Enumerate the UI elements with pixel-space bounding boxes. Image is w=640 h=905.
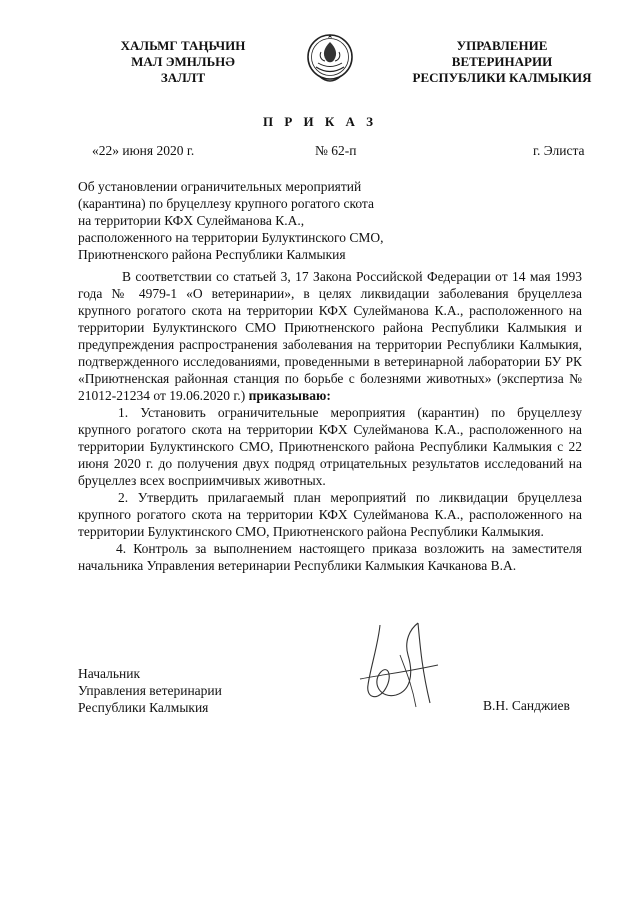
signatory-title-line: Начальник [78,666,141,681]
document-body [78,268,582,574]
handwritten-signature-icon [340,615,460,715]
document-city: г. Элиста [533,143,585,158]
order-item-1: 1. Установить ограничительные мероприятия (карантин) по бруцеллезу крупного рогатого скота на территории КФХ Сулейманова К.А., расположенного на территории Булуктинского СМО, Приютненского района Республики Калмыкия с 22 июня 2020 г. до получения двух подряд отрицательных результатов исследований на бруцеллез всех восприимчивых животных. [78,405,582,488]
header-right-line: УПРАВЛЕНИЕ [456,38,548,53]
document-subject [78,178,383,263]
document-number: № 62-п [315,143,357,158]
header-right-org [392,38,612,86]
kalmykia-emblem-icon [305,30,355,88]
preamble-text: В соответствии со статьей 3, 17 Закона Российской Федерации от 14 мая 1993 года № 4979-1 «О ветеринарии», в целях ликвидации заболевания бруцеллеза крупного рогатого скота на территории КФХ Сулейманова К.А., расположенного на территории Булуктинского СМО Приютненского района Республики Калмыкия и предупреждения распространения заболевания на территории Республики Калмыкия, подтвержденного исследованиями, проведенными в ветеринарной лаборатории БУ РК «Приютненская районная станция по борьбе с болезнями животных» (экспертиза № 21012-21234 от 19.06.2020 г.) [78,269,582,403]
header-left-line: МАЛ ЭМНЛЬНӘ [131,54,235,69]
header-right-line: ВЕТЕРИНАРИИ [451,54,553,69]
signatory-title-line: Управления ветеринарии [78,683,222,698]
signatory-name: В.Н. Санджиев [483,698,570,713]
subject-line: на территории КФХ Сулейманова К.А., [78,213,305,228]
subject-line: Приютненского района Республики Калмыкия [78,247,346,262]
order-item-4: 4. Контроль за выполнением настоящего приказа возложить на заместителя начальника Управления ветеринарии Республики Калмыкия Качканова В.А. [78,541,582,573]
document-title: П Р И К А З [262,114,378,129]
header-left-line: ЗАЛЛТ [160,70,206,85]
order-word: приказываю: [248,388,331,403]
subject-line: Об установлении ограничительных мероприятий [78,179,362,194]
header-left-org [118,38,248,86]
signatory-title-line: Республики Калмыкия [78,700,209,715]
header-left-line: ХАЛЬМГ ТАҢЬЧИН [120,38,246,53]
subject-line: (карантина) по бруцеллезу крупного рогатого скота [78,196,374,211]
order-item-2: 2. Утвердить прилагаемый план мероприятий по ликвидации бруцеллеза крупного рогатого скота на территории КФХ Сулейманова К.А., расположенного на территории Булуктинского СМО, Приютненского района Республики Калмыкия. [78,490,582,539]
subject-line: расположенного на территории Булуктинского СМО, [78,230,384,245]
preamble-paragraph [78,268,582,404]
header-right-line: РЕСПУБЛИКИ КАЛМЫКИЯ [412,70,592,85]
document-date: «22» июня 2020 г. [92,143,195,158]
signatory-title [78,665,222,716]
